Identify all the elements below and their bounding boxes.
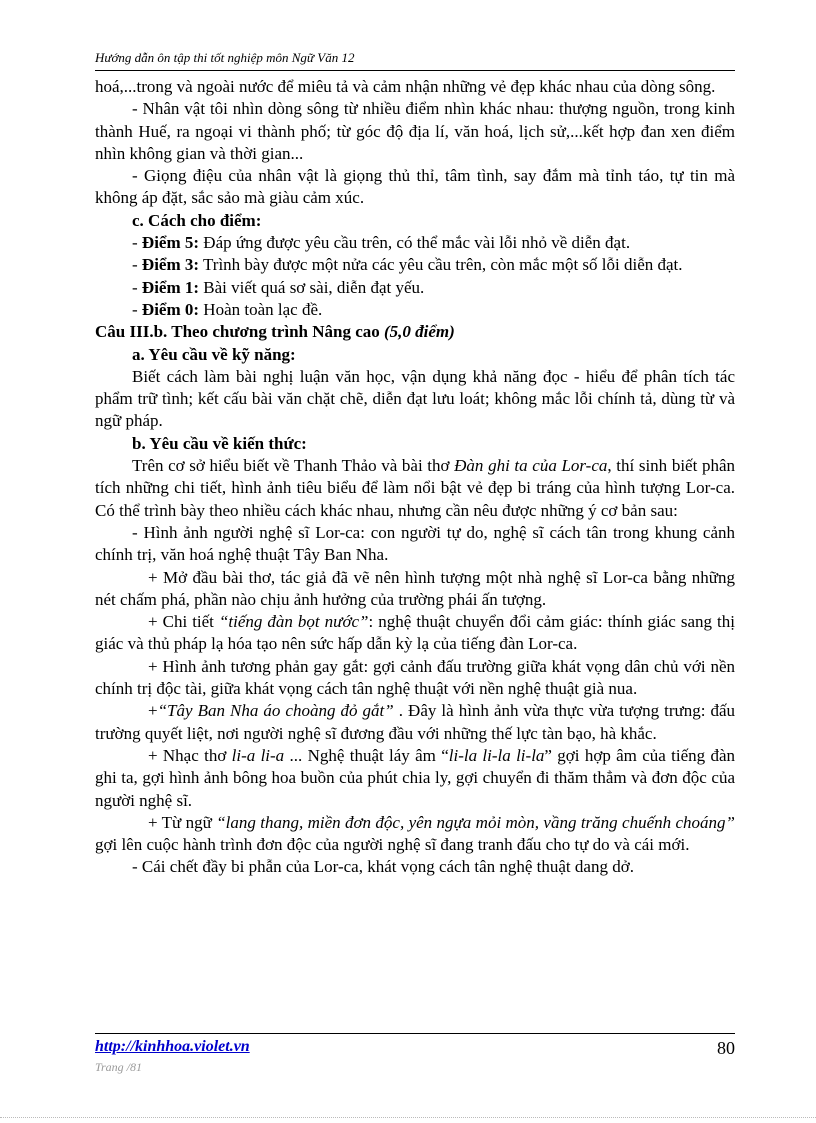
- bullet-opening: + Mở đầu bài thơ, tác giả đã vẽ nên hình tượng một nhà nghệ sĩ Lor-ca bằng những nét chấm phá, phần nào chịu ảnh hưởng của trường phái ấn tượng.: [95, 567, 735, 609]
- quote: li-la li-la li-la: [448, 745, 545, 765]
- score-text: Đáp ứng được yêu cầu trên, có thể mắc vài lỗi nhỏ về diễn đạt.: [199, 233, 631, 253]
- score-dash: -: [132, 299, 142, 319]
- footer-website-link[interactable]: http://kinhhoa.violet.vn: [95, 1038, 250, 1055]
- question-title: Câu III.b. Theo chương trình Nâng cao: [95, 322, 384, 342]
- text-run: ... Nghệ thuật láy âm “: [284, 745, 449, 765]
- quote: li-a li-a: [231, 745, 285, 765]
- text-run: . Đây là hình ảnh vừa thực vừa tượng trưng: đấu trường quyết liệt, nơi người nghệ sĩ đương đầu với những thế lực tàn bạo, hà khắc.: [95, 701, 736, 743]
- score-label: Điểm 5:: [141, 233, 200, 253]
- text-run: + Từ ngữ: [148, 812, 217, 832]
- score-item-0: [95, 299, 735, 321]
- bullet-contrast: + Hình ảnh tương phản gay gắt: gợi cảnh đấu trường giữa khát vọng dân chủ với nền chính trị độc tài, giữa khát vọng cách tân nghệ thuật với nền nghệ thuật già nua.: [95, 656, 735, 699]
- score-label: Điểm 0:: [141, 299, 200, 319]
- quote: “lang thang, miền đơn độc, yên ngựa mỏi mòn, vầng trăng chuếnh choáng”: [216, 812, 735, 832]
- heading-knowledge: b. Yêu cầu về kiến thức:: [132, 433, 307, 453]
- text-run: gợi lên cuộc hành trình đơn độc của người nghệ sĩ đang tranh đấu cho tự do và cái mới.: [95, 835, 690, 855]
- question-heading: [95, 321, 735, 343]
- text-run: , thí sinh biết phân tích những chi tiết, hình ảnh tiêu biểu để làm nổi bật vẻ đẹp bi tráng của hình tượng Lor-ca. Có thể trình bày theo nhiều cách khác nhau, nhưng cần nêu được những ý cơ bản sau:: [95, 456, 735, 520]
- footer-divider: [95, 1033, 735, 1034]
- page-label: Trang /81: [95, 1060, 143, 1074]
- score-label: Điểm 1:: [141, 277, 200, 297]
- score-text: Bài viết quá sơ sài, diễn đạt yếu.: [199, 277, 425, 297]
- text-run: +: [148, 701, 158, 721]
- score-dash: -: [132, 255, 142, 275]
- text-run: + Nhạc thơ: [148, 745, 232, 765]
- paragraph-viewpoint: - Nhân vật tôi nhìn dòng sông từ nhiều điểm nhìn khác nhau: thượng nguồn, trong kinh thành Huế, ra ngoại vi thành phố; từ góc độ địa lí, văn hoá, lịch sử,...kết hợp đan xen điểm nhìn không gian và thời gian...: [95, 99, 735, 163]
- paragraph-tone: - Giọng điệu của nhân vật là giọng thủ thỉ, tâm tình, say đắm mà tỉnh táo, tự tin mà không áp đặt, sắc sảo mà giàu cảm xúc.: [95, 166, 735, 208]
- bullet-spain: [95, 700, 735, 745]
- paragraph-continuation: hoá,...trong và ngoài nước để miêu tả và cảm nhận những vẻ đẹp khác nhau của dòng sông.: [95, 77, 716, 96]
- score-item-3: [95, 254, 735, 276]
- score-item-1: [95, 277, 735, 299]
- bullet-detail: [95, 611, 735, 656]
- paragraph-lorca-image: - Hình ảnh người nghệ sĩ Lor-ca: con người tự do, nghệ sĩ cách tân trong khung cảnh chính trị, văn hoá nghệ thuật Tây Ban Nha.: [95, 522, 735, 565]
- heading-skills: a. Yêu cầu về kỹ năng:: [132, 344, 296, 364]
- paragraph-skills: Biết cách làm bài nghị luận văn học, vận dụng khả năng đọc - hiểu để phân tích tác phẩm trữ tình; kết cấu bài văn chặt chẽ, diễn đạt lưu loát; không mắc lỗi chính tả, dùng từ và ngữ pháp.: [95, 366, 735, 431]
- question-score: (5,0 điểm): [384, 322, 455, 342]
- score-item-5: [95, 232, 735, 254]
- score-text: Hoàn toàn lạc đề.: [199, 299, 323, 319]
- running-header: Hướng dẫn ôn tập thi tốt nghiệp môn Ngữ Văn 12: [95, 50, 355, 65]
- heading-scoring: c. Cách cho điểm:: [132, 210, 262, 230]
- score-dash: -: [132, 277, 142, 297]
- bullet-words: [95, 812, 735, 857]
- page-number: 80: [717, 1038, 735, 1058]
- score-text: Trình bày được một nửa các yêu cầu trên, còn mắc một số lỗi diễn đạt.: [199, 255, 683, 275]
- paragraph-knowledge: [95, 455, 735, 522]
- body-text: [95, 76, 735, 879]
- quote: “Tây Ban Nha áo choàng đỏ gắt”: [157, 701, 394, 721]
- score-dash: -: [132, 233, 142, 253]
- header-divider: [95, 70, 735, 71]
- poem-title: Đàn ghi ta của Lor-ca: [454, 456, 608, 476]
- text-run: Trên cơ sở hiểu biết về Thanh Thảo và bài thơ: [132, 456, 455, 476]
- bullet-music: [95, 745, 735, 812]
- text-run: : nghệ thuật chuyển đổi cảm giác: thính giác sang thị giác và thủ pháp lạ hóa tạo nên sức hấp dẫn kỳ lạ của tiếng đàn Lor-ca.: [95, 612, 736, 654]
- text-run: + Chi tiết: [148, 612, 219, 632]
- score-label: Điểm 3:: [141, 255, 200, 275]
- paragraph-death: - Cái chết đầy bi phẫn của Lor-ca, khát vọng cách tân nghệ thuật dang dở.: [132, 857, 634, 877]
- page-boundary: [0, 1117, 816, 1118]
- text-run: ” gợi hợp âm của tiếng đàn ghi ta, gợi hình ảnh bông hoa buồn của phút chia ly, gợi chuyển đi thăm thẳm và đơn độc của người nghệ sĩ.: [95, 745, 735, 810]
- quote: “tiếng đàn bọt nước”: [218, 612, 369, 632]
